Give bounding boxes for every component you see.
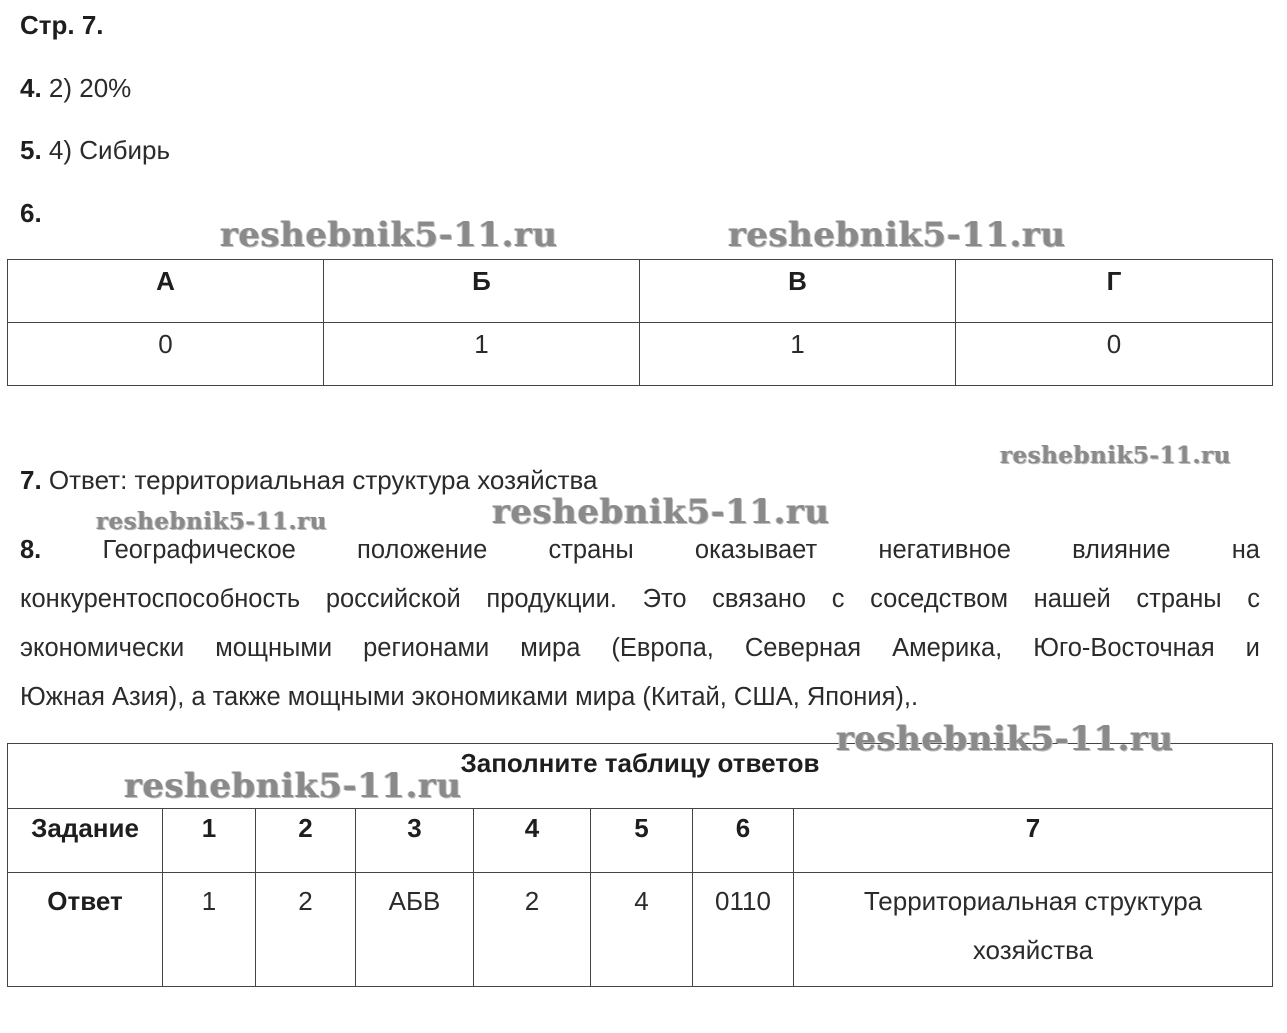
question-4 [20, 73, 131, 104]
word: экономически [20, 634, 185, 662]
answer-table-answer-row [8, 873, 1273, 987]
watermark: reshebnik5-11.ru [728, 215, 1066, 255]
word: Северная [744, 634, 862, 662]
question-6-table [7, 259, 1273, 386]
header-cell-g: Г [956, 260, 1273, 323]
word: российской [325, 585, 461, 613]
word: на [1231, 536, 1260, 564]
task-number: 6 [693, 809, 794, 873]
question-4-number: 4. [20, 73, 42, 103]
word: (Европа, [611, 634, 714, 662]
question-4-answer: 2) 20% [48, 73, 132, 103]
task-number: 4 [474, 809, 591, 873]
answer-row-label: Ответ [8, 873, 163, 987]
task-number: 3 [356, 809, 474, 873]
word: влияние [1072, 536, 1171, 564]
answer-cell-7 [794, 873, 1273, 987]
page-label: Стр. 7. [20, 10, 104, 40]
question-7-answer: Ответ: территориальная структура хозяйства [48, 465, 598, 495]
word: мира [520, 634, 581, 662]
task-number: 1 [163, 809, 256, 873]
question-8-line-4: Южная Азия), а также мощными экономиками мира (Китай, США, Япония),. [20, 683, 919, 711]
question-7-number: 7. [20, 465, 42, 495]
question-6-value-row [8, 323, 1273, 386]
question-8-line-3 [20, 624, 1260, 673]
word: мощными [215, 634, 333, 662]
value-cell-g: 0 [956, 323, 1273, 386]
watermark: reshebnik5-11.ru [96, 508, 327, 535]
question-8-line-2 [20, 575, 1260, 624]
word: конкурентоспособность [20, 585, 301, 613]
question-5-number: 5. [20, 135, 42, 165]
task-number: 2 [256, 809, 356, 873]
word: Это [642, 585, 687, 613]
word: связано [712, 585, 807, 613]
word: страны [548, 536, 634, 564]
word: и [1245, 634, 1260, 662]
question-8 [20, 526, 1260, 722]
task-number: 7 [794, 809, 1273, 873]
header-cell-a: А [8, 260, 324, 323]
question-8-number: 8. [20, 536, 42, 564]
watermark: reshebnik5-11.ru [124, 766, 462, 806]
answer-table-title: Заполните таблицу ответов [8, 744, 1273, 809]
word: нашей [1033, 585, 1111, 613]
word: с [831, 585, 845, 613]
word: оказывает [694, 536, 818, 564]
answer-cell: АБВ [356, 873, 474, 987]
answer-cell: 4 [591, 873, 693, 987]
word: соседством [870, 585, 1008, 613]
word: Географическое [102, 536, 296, 564]
task-row-label: Задание [8, 809, 163, 873]
word: Юго-Восточная [1033, 634, 1215, 662]
question-6-number: 6. [20, 198, 42, 228]
header-cell-v: В [640, 260, 956, 323]
word: продукции. [486, 585, 617, 613]
question-5 [20, 135, 170, 166]
question-6-header-row [8, 260, 1273, 323]
answer-7-line-2: хозяйства [972, 935, 1094, 965]
watermark: reshebnik5-11.ru [836, 719, 1174, 759]
word: негативное [878, 536, 1011, 564]
value-cell-b: 1 [324, 323, 640, 386]
answer-cell: 1 [163, 873, 256, 987]
value-cell-v: 1 [640, 323, 956, 386]
word: страны [1136, 585, 1222, 613]
watermark: reshebnik5-11.ru [492, 492, 830, 532]
word: положение [357, 536, 488, 564]
answer-cell: 2 [474, 873, 591, 987]
answer-cell: 2 [256, 873, 356, 987]
watermark: reshebnik5-11.ru [220, 215, 558, 255]
word: с [1247, 585, 1260, 613]
header-cell-b: Б [324, 260, 640, 323]
answer-table-task-row [8, 809, 1273, 873]
word: Америка, [892, 634, 1003, 662]
value-cell-a: 0 [8, 323, 324, 386]
answer-7-line-1: Территориальная структура [863, 886, 1203, 916]
task-number: 5 [591, 809, 693, 873]
word: регионами [363, 634, 490, 662]
question-6 [20, 198, 42, 229]
question-5-answer: 4) Сибирь [48, 135, 170, 165]
answer-cell: 0110 [693, 873, 794, 987]
watermark: reshebnik5-11.ru [1000, 442, 1231, 469]
